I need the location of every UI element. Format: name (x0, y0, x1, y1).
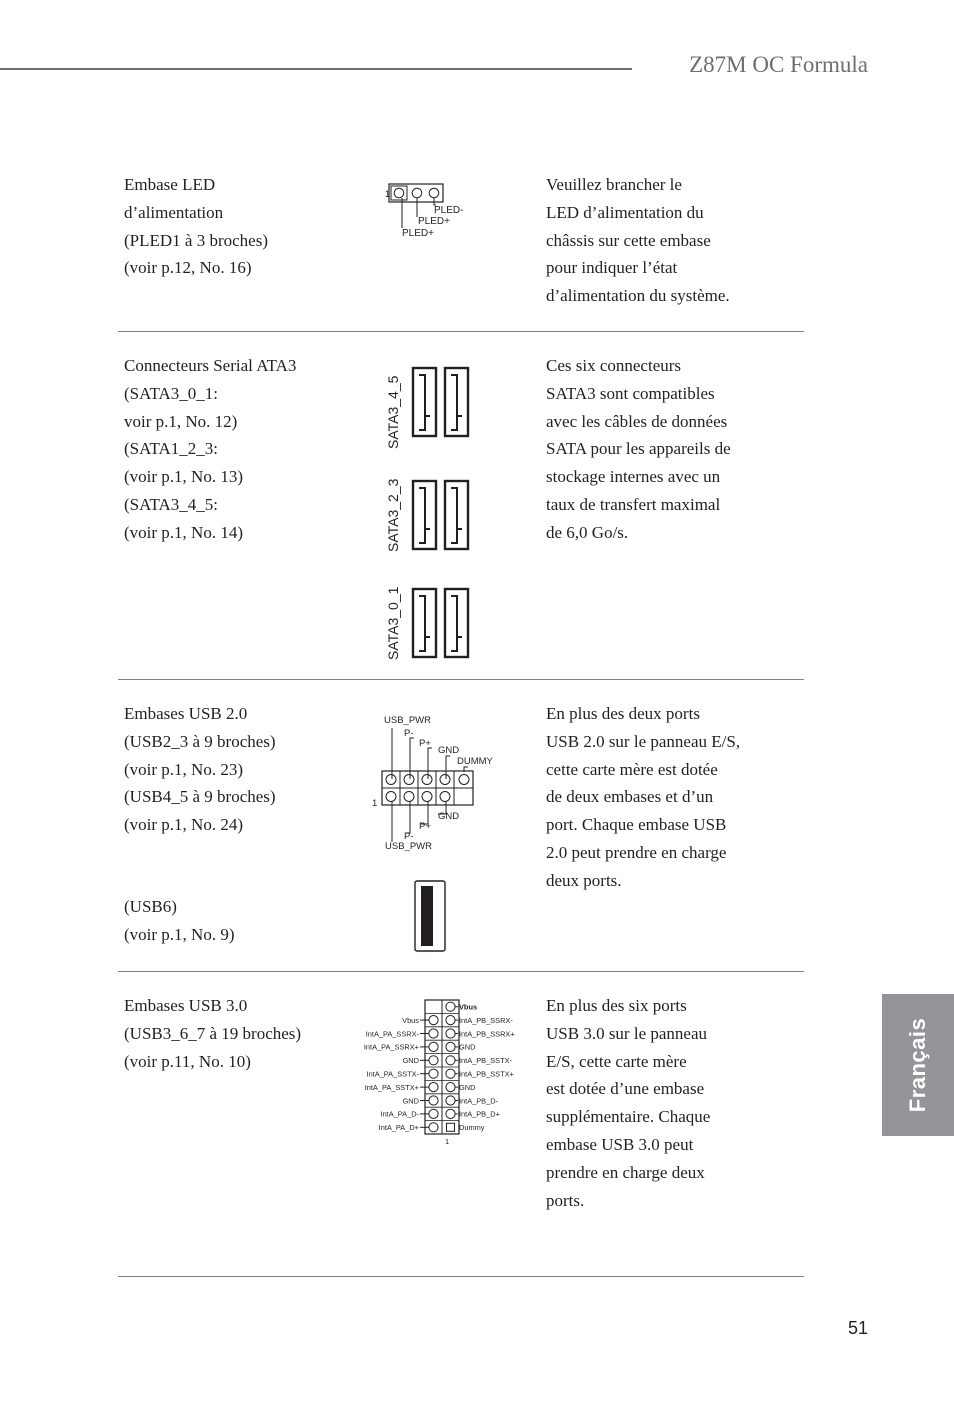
pin-label: GND (459, 1042, 476, 1052)
gnd-label: GND (438, 811, 460, 822)
text-line: (PLED1 à 3 broches) (124, 230, 268, 250)
text-line: (voir p.1, No. 23) (124, 759, 243, 779)
text-line: avec les câbles de données (546, 411, 728, 431)
pin1-label: 1 (385, 189, 391, 199)
text-line: (voir p.11, No. 10) (124, 1051, 251, 1071)
sata-connectors-diagram (380, 360, 480, 665)
text-line: Ces six connecteurs (546, 356, 682, 375)
usb6-left-text (124, 893, 234, 949)
sata-port (445, 481, 468, 549)
led-right-text (546, 171, 776, 310)
page-number: 51 (847, 1318, 868, 1338)
sata3-4-5-label: SATA3_4_5 (385, 375, 401, 449)
p-plus-label: P+ (419, 738, 431, 749)
pled-plus-label: PLED+ (402, 228, 434, 239)
text-line: Veuillez brancher le (546, 175, 682, 194)
pin1-label: 1 (372, 798, 378, 809)
text-line: taux de transfert maximal (546, 494, 721, 514)
pin-label: IntA_PB_SSRX+ (459, 1029, 515, 1039)
pin-label: Vbus (459, 1002, 478, 1012)
pin-label: IntA_PB_SSTX- (459, 1056, 512, 1066)
text-line: (voir p.1, No. 14) (124, 522, 243, 542)
pin-label: IntA_PB_SSTX+ (459, 1069, 514, 1079)
text-line: USB 2.0 sur le panneau E/S, (546, 731, 741, 751)
text-line: (USB4_5 à 9 broches) (124, 787, 276, 807)
text-line: d’alimentation du système. (546, 286, 730, 306)
pin-label: Dummy (459, 1123, 485, 1133)
pled-header-diagram (380, 180, 480, 242)
text-line: En plus des six ports (546, 996, 687, 1015)
text-line: Embase LED (124, 175, 216, 194)
text-line: prendre en charge deux (546, 1162, 705, 1182)
text-line: (voir p.12, No. 16) (124, 258, 252, 278)
language-tab (882, 994, 954, 1136)
text-line: E/S, cette carte mère (546, 1051, 687, 1071)
text-line: cette carte mère est dotée (546, 759, 718, 779)
usb-pwr-label: USB_PWR (384, 715, 431, 726)
section-divider (118, 331, 804, 332)
text-line: Embases USB 2.0 (124, 704, 248, 723)
text-line: Embases USB 3.0 (124, 996, 248, 1015)
usb-pwr-label: USB_PWR (385, 841, 432, 852)
sata-port (413, 368, 436, 436)
pin-label: GND (402, 1056, 419, 1066)
text-line: de deux embases et d’un (546, 787, 714, 807)
text-line: USB 3.0 sur le panneau (546, 1023, 708, 1043)
usb3-left-text (124, 992, 301, 1075)
text-line: (SATA3_0_1: (124, 383, 219, 403)
text-line: châssis sur cette embase (546, 230, 711, 250)
text-line: SATA pour les appareils de (546, 439, 731, 459)
p-plus-label: P+ (419, 821, 431, 832)
section-divider (118, 971, 804, 972)
text-line: stockage internes avec un (546, 467, 721, 487)
usb3-right-text (546, 992, 776, 1214)
usb2-right-text (546, 700, 776, 895)
p-minus-label: P- (404, 831, 414, 842)
dummy-label: DUMMY (457, 756, 493, 767)
pin-label: IntA_PA_SSTX- (366, 1069, 419, 1079)
sata-port (413, 589, 436, 657)
text-line: port. Chaque embase USB (546, 815, 727, 835)
usb2-header-diagram (368, 712, 508, 857)
text-line: (voir p.1, No. 9) (124, 924, 235, 944)
pin-label: IntA_PA_D- (380, 1109, 419, 1119)
text-line: (USB2_3 à 9 broches) (124, 731, 276, 751)
pin-label: IntA_PB_D+ (459, 1109, 500, 1119)
text-line: embase USB 3.0 peut (546, 1134, 694, 1154)
text-line: est dotée d’une embase (546, 1079, 705, 1099)
sata-port (445, 589, 468, 657)
language-tab-label: Français (905, 1017, 930, 1113)
sata-port (445, 368, 468, 436)
text-line: (USB6) (124, 897, 177, 916)
usb3-header-diagram (340, 998, 540, 1150)
text-line: d’alimentation (124, 202, 224, 222)
section-divider (118, 679, 804, 680)
text-line: deux ports. (546, 870, 622, 890)
page-title: Z87M OC Formula (689, 52, 868, 77)
text-line: 2.0 peut prendre en charge (546, 842, 727, 862)
text-line: de 6,0 Go/s. (546, 522, 629, 542)
text-line: (USB3_6_7 à 19 broches) (124, 1023, 302, 1043)
pin-label: IntA_PA_D+ (378, 1123, 419, 1133)
text-line: (SATA3_4_5: (124, 494, 219, 514)
led-left-text (124, 171, 268, 282)
pled-plus-label: PLED+ (418, 216, 450, 227)
text-line: ports. (546, 1190, 585, 1210)
text-line: (voir p.1, No. 13) (124, 467, 243, 487)
sata-port (413, 481, 436, 549)
text-line: (SATA1_2_3: (124, 439, 219, 459)
usb2-left-text (124, 700, 276, 839)
section-divider (118, 1276, 804, 1277)
usb-a-port-diagram (412, 879, 452, 955)
pin-label: IntA_PB_D- (459, 1096, 499, 1106)
pin-label: IntA_PA_SSRX- (365, 1029, 419, 1039)
text-line: Connecteurs Serial ATA3 (124, 356, 297, 375)
sata-right-text (546, 352, 776, 547)
text-line: (voir p.1, No. 24) (124, 815, 243, 835)
sata-left-text (124, 352, 296, 547)
sata3-0-1-label: SATA3_0_1 (385, 586, 401, 660)
text-line: SATA3 sont compatibles (546, 383, 715, 403)
gnd-label: GND (438, 745, 460, 756)
pin-label: IntA_PA_SSTX+ (364, 1082, 419, 1092)
text-line: supplémentaire. Chaque (546, 1107, 711, 1127)
p-minus-label: P- (404, 728, 414, 739)
text-line: LED d’alimentation du (546, 202, 704, 222)
header-rule (0, 68, 632, 70)
pin-label: GND (459, 1082, 476, 1092)
pin-label: GND (402, 1096, 419, 1106)
pin1-label: 1 (445, 1137, 450, 1146)
pin-label: IntA_PB_SSRX- (459, 1015, 513, 1025)
text-line: pour indiquer l’état (546, 258, 678, 278)
sata3-2-3-label: SATA3_2_3 (385, 478, 401, 552)
text-line: voir p.1, No. 12) (124, 411, 238, 431)
pin-label: Vbus (402, 1015, 419, 1025)
pled-minus-label: PLED- (434, 205, 464, 216)
text-line: En plus des deux ports (546, 704, 700, 723)
pin-label: IntA_PA_SSRX+ (363, 1042, 419, 1052)
